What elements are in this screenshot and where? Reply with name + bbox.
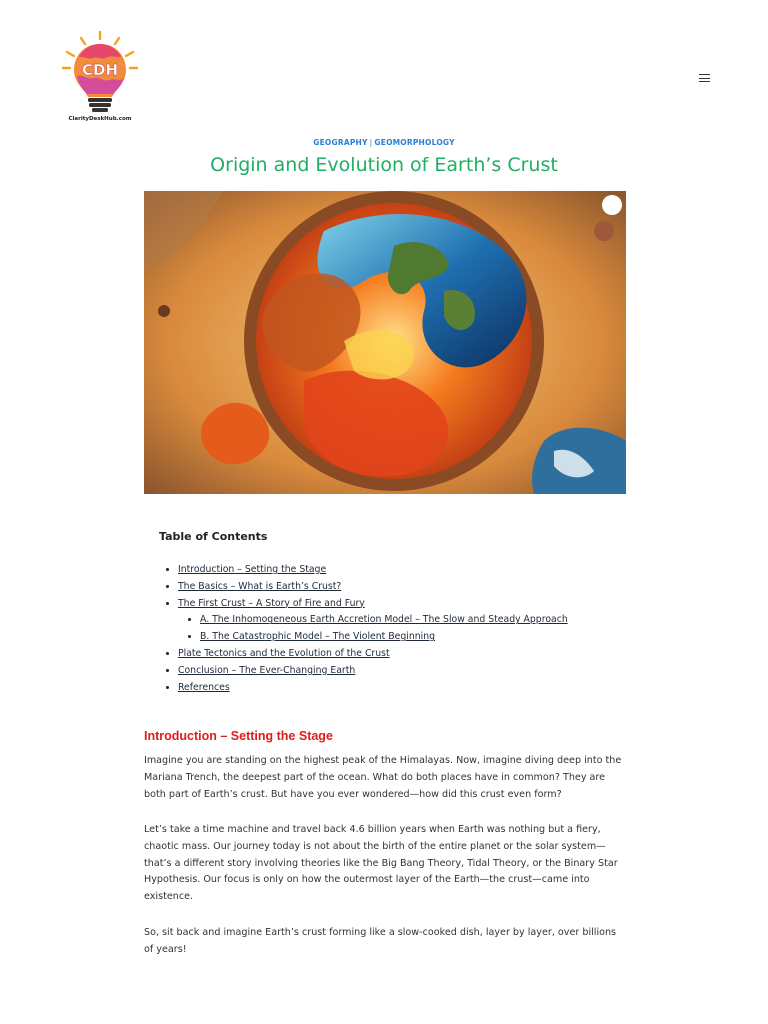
site-header (0, 0, 768, 130)
featured-image (144, 191, 626, 494)
toc-sublist (178, 612, 618, 646)
lightbulb-icon (55, 30, 145, 116)
toc-item (178, 562, 618, 579)
page-title: Origin and Evolution of Earth’s Crust (210, 154, 558, 176)
post-categories (0, 138, 768, 147)
toc-link-first-crust[interactable]: The First Crust – A Story of Fire and Fury (178, 597, 365, 609)
toc-link-references[interactable]: References (178, 681, 230, 693)
hamburger-menu-icon[interactable] (698, 72, 712, 84)
logo-initials: CDH (81, 61, 119, 79)
category-link-geography[interactable]: GEOGRAPHY (313, 138, 368, 147)
toc-item (178, 579, 618, 596)
image-badge (602, 195, 622, 215)
category-link-geomorphology[interactable]: GEOMORPHOLOGY (374, 138, 455, 147)
section-heading-introduction: Introduction – Setting the Stage (144, 729, 333, 743)
toc-item (178, 596, 618, 646)
intro-paragraph-1: Imagine you are standing on the highest peak of the Himalayas. Now, imagine diving deep into the Mariana Trench, the deepest part of the ocean. What do both places have in common? They are both part of Earth’s crust. But have you ever wondered—how did this crust even form? (144, 755, 622, 800)
toc-item (178, 680, 618, 697)
toc-item (178, 663, 618, 680)
site-logo[interactable] (55, 30, 145, 125)
category-separator: | (369, 138, 373, 147)
toc-link-conclusion[interactable]: Conclusion – The Ever-Changing Earth (178, 664, 356, 676)
toc-link-plate-tectonics[interactable]: Plate Tectonics and the Evolution of the Crust (178, 647, 390, 659)
toc-link-introduction[interactable]: Introduction – Setting the Stage (178, 564, 327, 575)
logo-caption: ClarityDeskHub.com (68, 116, 132, 122)
toc-title: Table of Contents (159, 530, 268, 543)
toc-link-catastrophic-model[interactable]: B. The Catastrophic Model – The Violent Beginning (200, 631, 435, 643)
intro-paragraph-2: Let’s take a time machine and travel back 4.6 billion years when Earth was nothing but a fiery, chaotic mass. Our journey today is not about the birth of the entire planet or the solar system—that’s a different story involving theories like the Big Bang Theory, Tidal Theory, or the Binary Star Hypothesis. Our focus is only on how the outermost layer of the Earth—the crust—came into existence. (144, 824, 618, 903)
intro-paragraph-3: So, sit back and imagine Earth’s crust forming like a slow-cooked dish, layer by layer, over billions of years! (144, 927, 617, 955)
toc-item (178, 646, 618, 663)
toc-item (200, 612, 618, 629)
toc-link-basics[interactable]: The Basics – What is Earth’s Crust? (178, 580, 342, 592)
toc-link-accretion-model[interactable]: A. The Inhomogeneous Earth Accretion Model – The Slow and Steady Approach (200, 614, 568, 626)
earth-crust-illustration (144, 191, 626, 494)
toc-list (178, 562, 618, 696)
toc-item (200, 629, 618, 646)
